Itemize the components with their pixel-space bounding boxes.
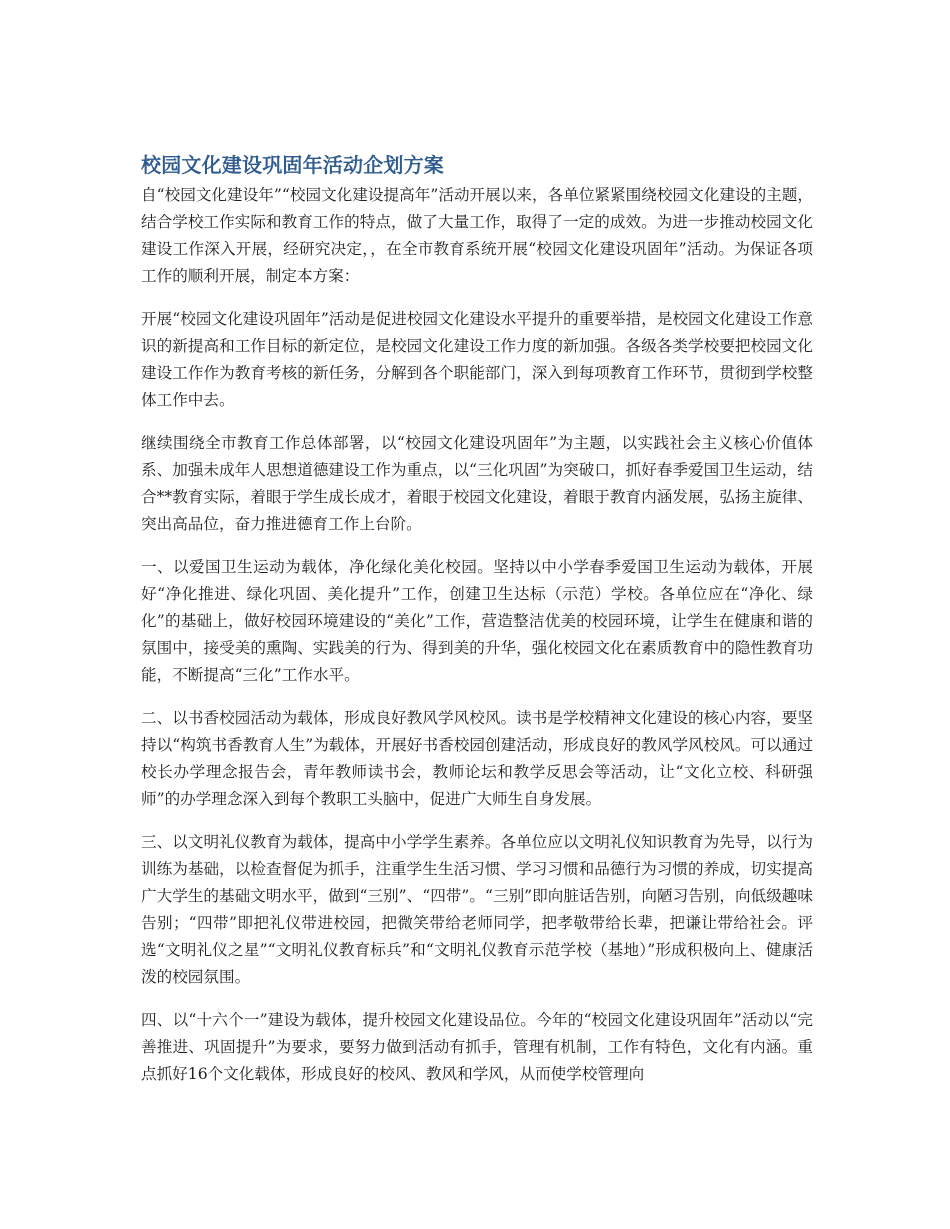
paragraph-item-1: 一、以爱国卫生运动为载体，净化绿化美化校园。坚持以中小学春季爱国卫生运动为载体，开展好“净化推进、绿化巩固、美化提升”工作，创建卫生达标（示范）学校。各单位应在“净化、绿化”的基础上，做好校园环境建设的“美化”工作，营造整洁优美的校园环境，让学生在健康和谐的氛围中，接受美的熏陶、实践美的行为、得到美的升华，强化校园文化在素质教育中的隐性教育功能，不断提高“三化”工作水平。 <box>141 558 813 684</box>
paragraph-item-4: 四、以“十六个一”建设为载体，提升校园文化建设品位。今年的“校园文化建设巩固年”活动以“完善推进、巩固提升”为要求，要努力做到活动有抓手，管理有机制，工作有特色，文化有内涵。重点抓好16个文化载体，形成良好的校风、教风和学风，从而使学校管理向 <box>141 1011 813 1083</box>
paragraph-significance: 开展“校园文化建设巩固年”活动是促进校园文化建设水平提升的重要举措，是校园文化建设工作意识的新提高和工作目标的新定位，是校园文化建设工作力度的新加强。各级各类学校要把校园文化建设工作作为教育考核的新任务，分解到各个职能部门，深入到每项教育工作环节，贯彻到学校整体工作中去。 <box>141 310 813 409</box>
paragraph-guiding-idea: 继续围绕全市教育工作总体部署，以“校园文化建设巩固年”为主题，以实践社会主义核心价值体系、加强未成年人思想道德建设工作为重点，以“三化巩固”为突破口，抓好春季爱国卫生运动，结合**教育实际，着眼于学生成长成才，着眼于校园文化建设，着眼于教育内涵发展，弘扬主旋律、突出高品位，奋力推进德育工作上台阶。 <box>141 434 813 533</box>
paragraph-item-2: 二、以书香校园活动为载体，形成良好教风学风校风。读书是学校精神文化建设的核心内容，要坚持以“构筑书香教育人生”为载体，开展好书香校园创建活动，形成良好的教风学风校风。可以通过校长办学理念报告会，青年教师读书会，教师论坛和教学反思会等活动，让“文化立校、科研强师”的办学理念深入到每个教职工头脑中，促进广大师生自身发展。 <box>141 709 813 808</box>
document-page <box>141 150 813 1104</box>
paragraph-intro: 自“校园文化建设年”“校园文化建设提高年”活动开展以来，各单位紧紧围绕校园文化建设的主题，结合学校工作实际和教育工作的特点，做了大量工作，取得了一定的成效。为进一步推动校园文化建设工作深入开展，经研究决定，，在全市教育系统开展“校园文化建设巩固年”活动。为保证各项工作的顺利开展，制定本方案： <box>141 186 813 285</box>
paragraph-item-3: 三、以文明礼仪教育为载体，提高中小学学生素养。各单位应以文明礼仪知识教育为先导，以行为训练为基础，以检查督促为抓手，注重学生生活习惯、学习习惯和品德行为习惯的养成，切实提高广大学生的基础文明水平，做到“三别”、“四带”。“三别”即向脏话告别，向陋习告别，向低级趣味告别；“四带”即把礼仪带进校园，把微笑带给老师同学，把孝敬带给长辈，把谦让带给社会。评选“文明礼仪之星”“文明礼仪教育标兵”和“文明礼仪教育示范学校（基地）”形成积极向上、健康活泼的校园氛围。 <box>141 833 813 986</box>
document-title: 校园文化建设巩固年活动企划方案 <box>141 153 444 177</box>
